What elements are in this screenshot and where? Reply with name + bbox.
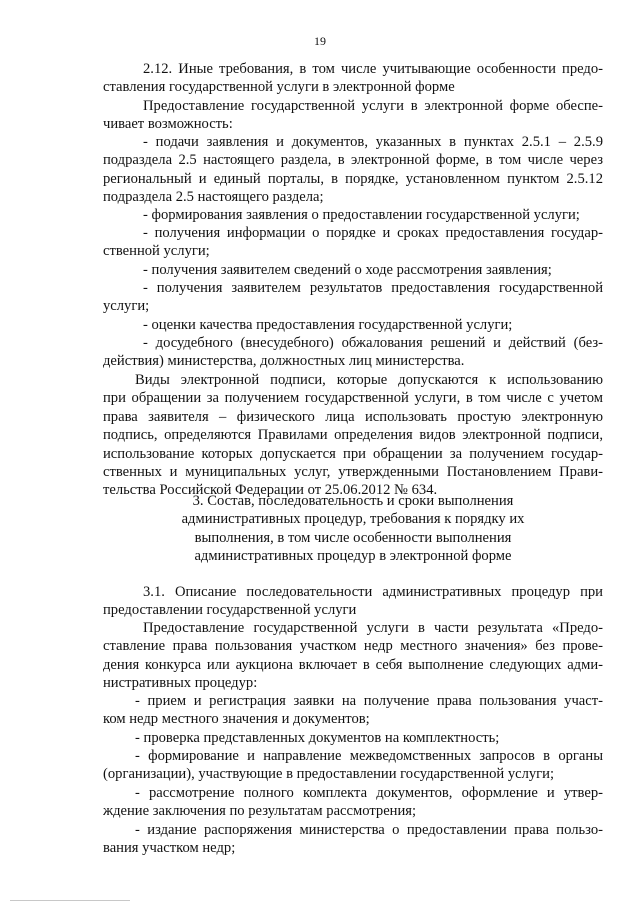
- text-line: ственных и муниципальных услуг, утвержденными Постановлением Прави-: [103, 463, 603, 480]
- section-2-12-heading: [103, 60, 603, 97]
- section-2-12-intro: [103, 97, 603, 134]
- text-line: подраздела 2.5 настоящего раздела, в электронной форме, в том числе через: [103, 152, 603, 169]
- procedure-item-order: [103, 821, 603, 858]
- bullet-item-submission: [103, 133, 603, 207]
- text-line: ставление права пользования участком недр местного значения» без прове-: [103, 638, 603, 655]
- text-line: при обращении за получением государственной услуги, в том числе с учетом: [103, 390, 603, 407]
- signature-paragraph: [103, 371, 603, 500]
- section-3-1-intro: [103, 619, 603, 693]
- text-line: услуги;: [103, 298, 150, 315]
- text-line: административных процедур в электронной форме: [194, 548, 512, 565]
- text-line: ждение заключения по результатам рассмотрения;: [103, 803, 417, 820]
- text-line: права заявителя – физического лица использовать простую электронную: [103, 408, 603, 425]
- text-line: - оценки качества предоставления государственной услуги;: [143, 317, 513, 333]
- text-line: - формирование и направление межведомственных запросов в органы: [135, 748, 603, 764]
- text-line: вания участком недр;: [103, 840, 236, 857]
- procedure-item-registration: [103, 692, 603, 729]
- text-line: чивает возможность:: [103, 116, 233, 133]
- bullet-item-status: [103, 261, 603, 279]
- procedure-item-requests: [103, 747, 603, 784]
- text-line: - получения заявителем сведений о ходе рассмотрения заявления;: [143, 262, 552, 278]
- text-line: подпись, определяются Правилами определения видов электронной подписи,: [103, 427, 603, 444]
- text-line: Предоставление государственной услуги в части результата «Предо-: [143, 620, 603, 636]
- text-line: дения конкурса или аукциона включает в себя выполнение следующих адми-: [103, 656, 603, 673]
- text-line: - издание распоряжения министерства о предоставлении права пользо-: [135, 822, 603, 838]
- text-line: нистративных процедур:: [103, 675, 258, 692]
- procedure-item-review: [103, 784, 603, 821]
- bullet-item-quality: [103, 316, 603, 334]
- text-line: (организации), участвующие в предоставлении государственной услуги;: [103, 766, 555, 783]
- text-line: - получения заявителем результатов предоставления государственной: [143, 280, 603, 296]
- text-line: действия) министерства, должностных лиц министерства.: [103, 353, 465, 370]
- text-line: региональный и единый порталы, в порядке, установленном пунктом 2.5.12: [103, 170, 603, 187]
- text-line: подраздела 2.5 настоящего раздела;: [103, 189, 324, 206]
- page-number: 19: [314, 34, 326, 48]
- procedure-item-check: [103, 729, 603, 747]
- text-line: использование которых допускается при обращении за получением государ-: [103, 445, 603, 462]
- text-line: 2.12. Иные требования, в том числе учитывающие особенности предо-: [143, 61, 603, 77]
- section-3-title: [103, 492, 603, 566]
- text-line: - проверка представленных документов на комплектность;: [135, 730, 500, 746]
- section-3-1-heading: [103, 583, 603, 620]
- text-line: - досудебного (внесудебного) обжалования решений и действий (без-: [143, 335, 603, 351]
- text-line: - рассмотрение полного комплекта документов, оформление и утвер-: [135, 785, 603, 801]
- footer-rule: [10, 900, 130, 901]
- text-line: - подачи заявления и документов, указанных в пунктах 2.5.1 – 2.5.9: [143, 134, 603, 150]
- text-line: ставления государственной услуги в электронной форме: [103, 79, 455, 96]
- text-line: ком недр местного значения и документов;: [103, 711, 370, 728]
- text-line: ственной услуги;: [103, 243, 210, 260]
- text-line: Предоставление государственной услуги в электронной форме обеспе-: [143, 98, 603, 114]
- text-line: тельства Российской Федерации от 25.06.2012 № 634.: [103, 482, 438, 499]
- bullet-item-information: [103, 224, 603, 261]
- text-line: - прием и регистрация заявки на получение права пользования участ-: [135, 693, 603, 709]
- text-line: выполнения, в том числе особенности выполнения: [194, 529, 512, 546]
- text-line: - формирования заявления о предоставлении государственной услуги;: [143, 207, 580, 223]
- text-line: - получения информации о порядке и сроках предоставления государ-: [143, 225, 603, 241]
- text-line: административных процедур, требования к порядку их: [181, 511, 525, 528]
- bullet-item-results: [103, 279, 603, 316]
- text-line: предоставлении государственной услуги: [103, 602, 357, 619]
- text-line: 3.1. Описание последовательности административных процедур при: [143, 584, 603, 600]
- bullet-item-forming-application: [103, 206, 603, 224]
- bullet-item-appeal: [103, 334, 603, 371]
- text-line: Виды электронной подписи, которые допускаются к использованию: [135, 372, 603, 388]
- text-line: 3. Состав, последовательность и сроки выполнения: [192, 493, 514, 509]
